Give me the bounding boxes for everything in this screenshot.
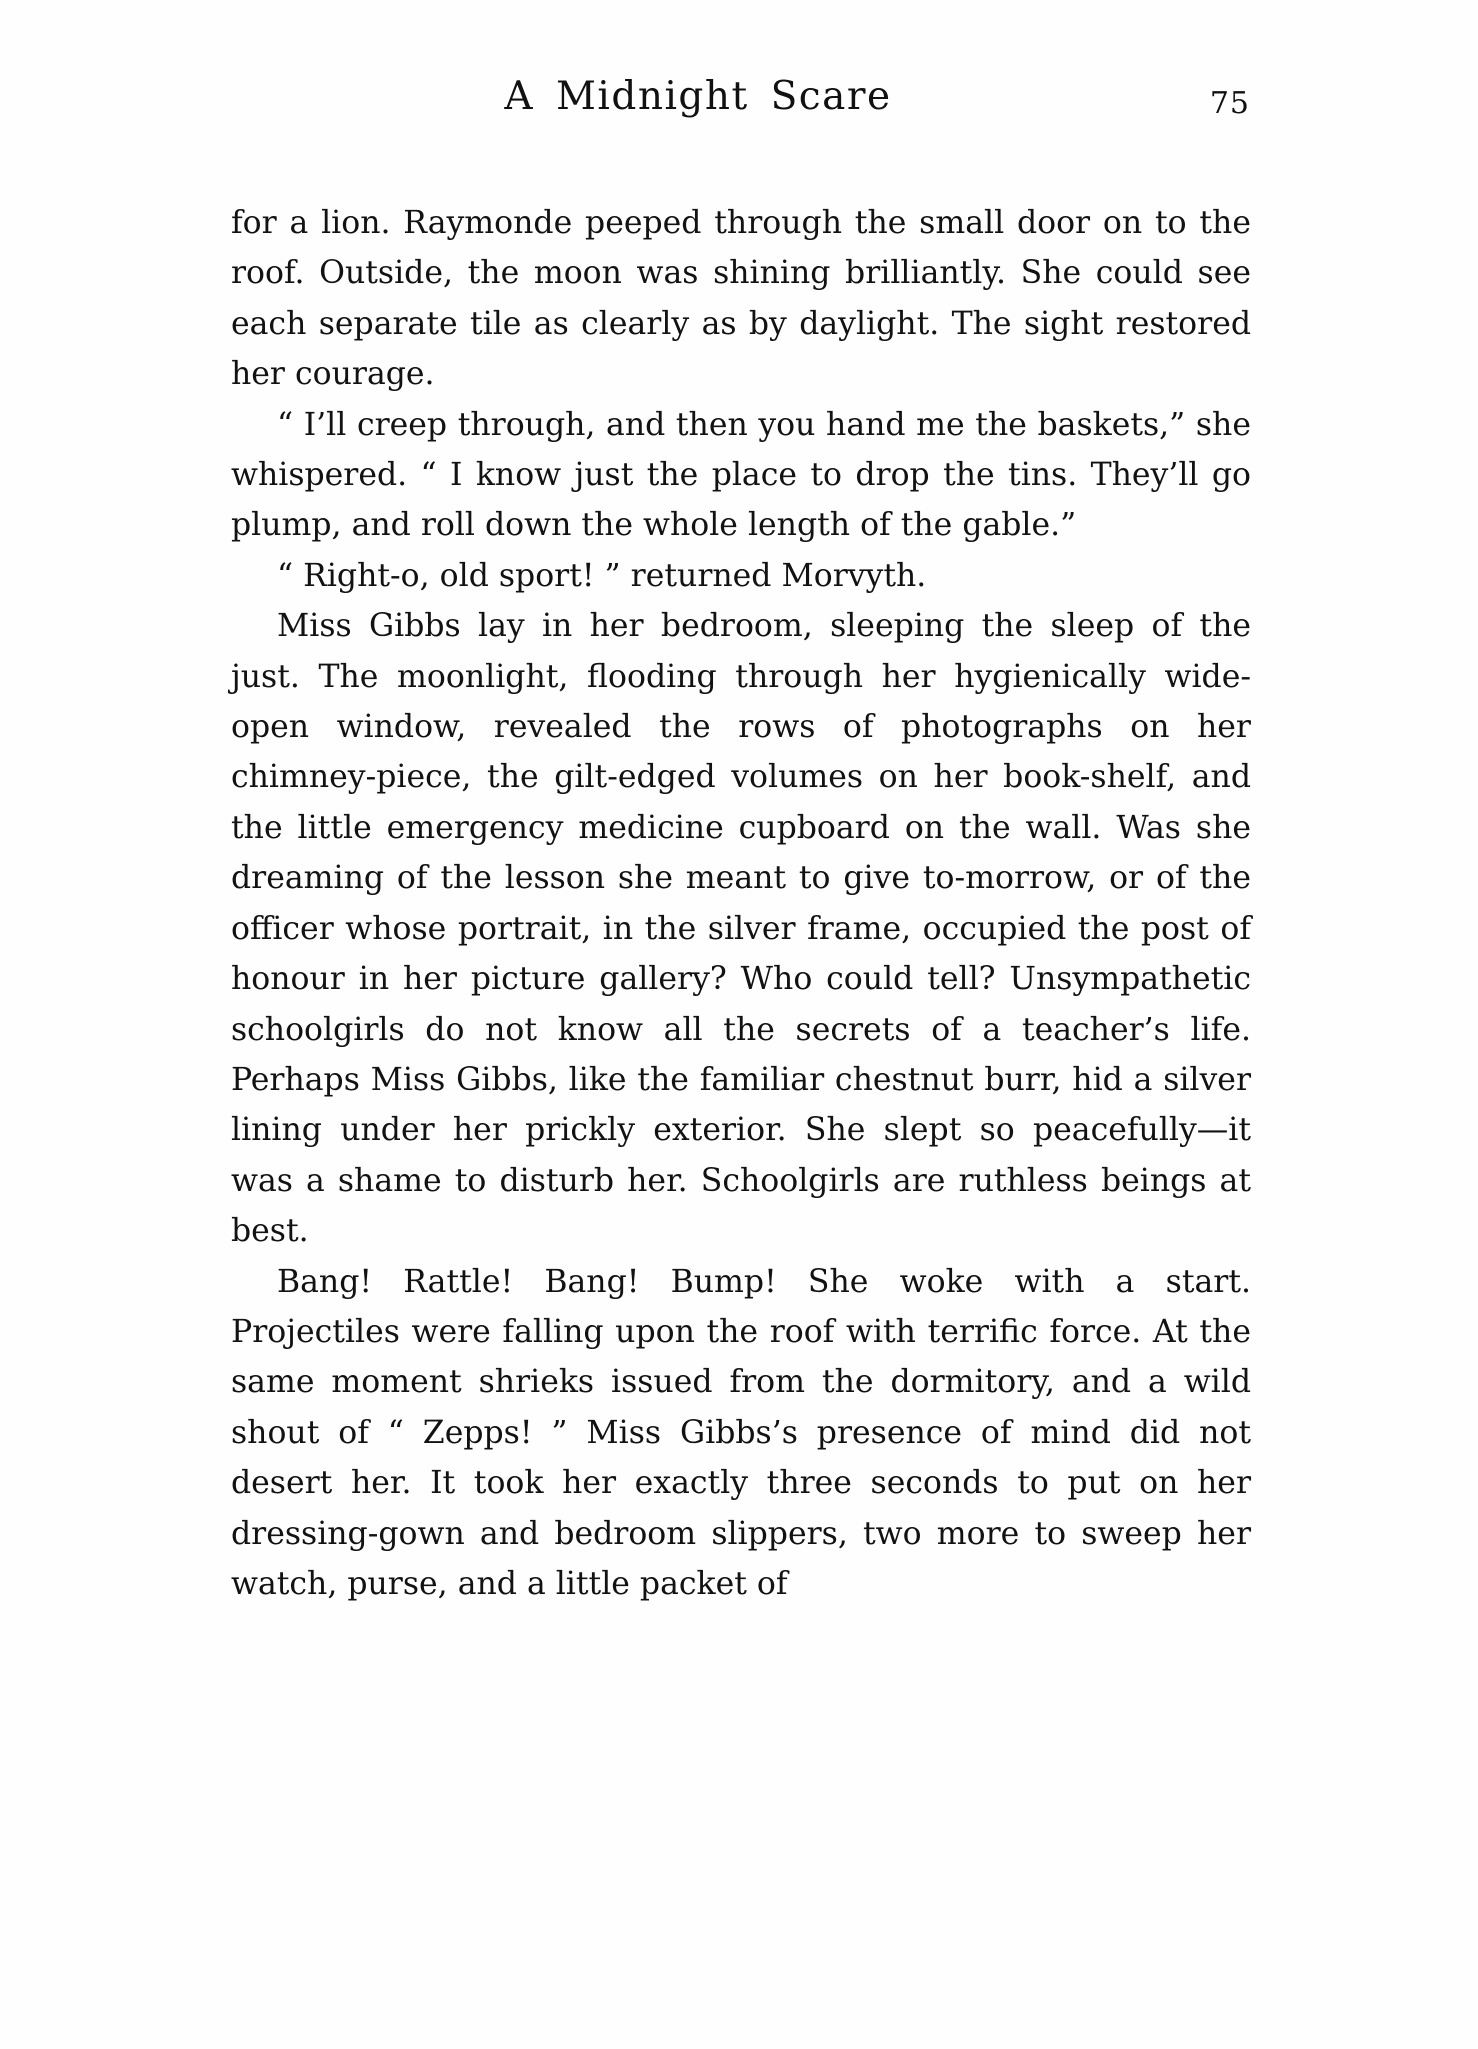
paragraph: “ I’ll creep through, and then you hand me the baskets,” she whispered. “ I know just the place to drop the tins. They’ll go plump, and roll down the whole length of the gable.” — [231, 406, 1251, 544]
paragraph: Bang! Rattle! Bang! Bump! She woke with a start. Projectiles were falling upon the roof with terrific force. At the same moment shrieks issued from the dormitory, and a wild shout of “ Zepps! ” Miss Gibbs’s presence of mind did not desert her. It took her exactly three seconds to put on her dressing-gown and bedroom slippers, two more to sweep her watch, purse, and a little packet of — [231, 1263, 1251, 1602]
paragraph: “ Right-o, old sport! ” returned Morvyth. — [277, 557, 927, 594]
page-number: 75 — [1209, 86, 1250, 121]
paragraph: Miss Gibbs lay in her bedroom, sleeping the sleep of the just. The moonlight, flooding through her hygienically wide-open window, revealed the rows of photographs on her chimney-piece, the gilt-edged volumes on her book-shelf, and the little emergency medicine cupboard on the wall. Was she dreaming of the lesson she meant to give to-morrow, or of the officer whose portrait, in the silver frame, occupied the post of honour in her picture gallery? Who could tell? Unsympathetic schoolgirls do not know all the secrets of a teacher’s life. Perhaps Miss Gibbs, like the familiar chestnut burr, hid a silver lining under her prickly exterior. She slept so peacefully—it was a shame to disturb her. Schoolgirls are ruthless beings at best. — [231, 608, 1251, 1250]
paragraph: for a lion. Raymonde peeped through the small door on to the roof. Outside, the moon was shining brilliantly. She could see each separate tile as clearly as by daylight. The sight restored her courage. — [231, 205, 1251, 393]
running-title: A Midnight Scare — [504, 74, 892, 119]
page-header — [228, 74, 1250, 134]
body-text — [231, 198, 1251, 1609]
